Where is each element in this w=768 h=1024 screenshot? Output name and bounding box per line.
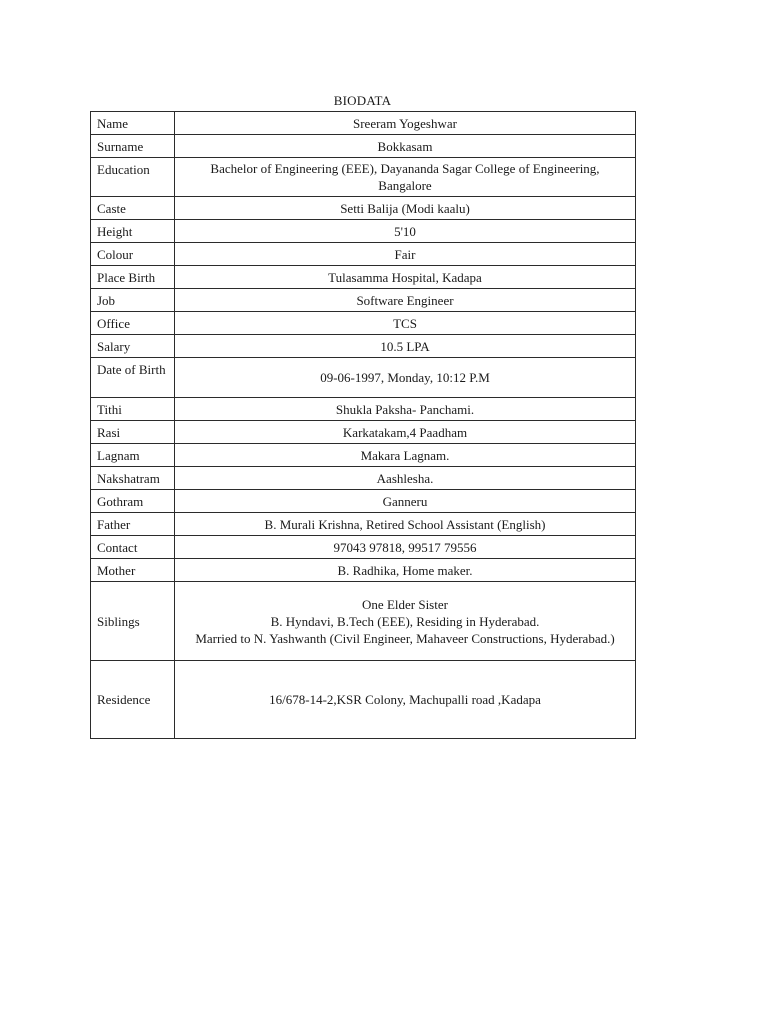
row-salary — [91, 335, 636, 358]
row-siblings — [91, 582, 636, 661]
value-place-birth: Tulasamma Hospital, Kadapa — [175, 266, 636, 289]
biodata-table — [90, 111, 636, 739]
value-colour: Fair — [175, 243, 636, 266]
row-place-birth — [91, 266, 636, 289]
value-job: Software Engineer — [175, 289, 636, 312]
row-job — [91, 289, 636, 312]
label-salary: Salary — [91, 335, 175, 358]
value-height: 5'10 — [175, 220, 636, 243]
document-title: BIODATA — [333, 93, 392, 108]
value-salary: 10.5 LPA — [175, 335, 636, 358]
value-nakshatram: Aashlesha. — [175, 467, 636, 490]
row-date-of-birth — [91, 358, 636, 398]
row-contact — [91, 536, 636, 559]
label-rasi: Rasi — [91, 421, 175, 444]
label-date-of-birth: Date of Birth — [91, 358, 175, 398]
row-colour — [91, 243, 636, 266]
value-surname: Bokkasam — [175, 135, 636, 158]
row-surname — [91, 135, 636, 158]
value-gothram: Ganneru — [175, 490, 636, 513]
row-height — [91, 220, 636, 243]
value-date-of-birth: 09-06-1997, Monday, 10:12 P.M — [175, 358, 636, 398]
label-siblings: Siblings — [91, 582, 175, 661]
label-name: Name — [91, 112, 175, 135]
value-residence: 16/678-14-2,KSR Colony, Machupalli road ,Kadapa — [175, 661, 636, 739]
value-mother: B. Radhika, Home maker. — [175, 559, 636, 582]
label-tithi: Tithi — [91, 398, 175, 421]
label-place-birth: Place Birth — [91, 266, 175, 289]
value-office: TCS — [175, 312, 636, 335]
label-surname: Surname — [91, 135, 175, 158]
label-nakshatram: Nakshatram — [91, 467, 175, 490]
value-rasi: Karkatakam,4 Paadham — [175, 421, 636, 444]
row-office — [91, 312, 636, 335]
value-name: Sreeram Yogeshwar — [175, 112, 636, 135]
value-lagnam: Makara Lagnam. — [175, 444, 636, 467]
label-father: Father — [91, 513, 175, 536]
row-lagnam — [91, 444, 636, 467]
row-tithi — [91, 398, 636, 421]
education-line-2: Bangalore — [378, 178, 432, 193]
education-line-1: Bachelor of Engineering (EEE), Dayananda Sagar College of Engineering, — [210, 161, 600, 176]
label-contact: Contact — [91, 536, 175, 559]
label-job: Job — [91, 289, 175, 312]
value-siblings — [175, 582, 636, 661]
label-education: Education — [91, 158, 175, 197]
label-colour: Colour — [91, 243, 175, 266]
siblings-line-1: One Elder Sister — [362, 596, 448, 612]
value-education — [175, 158, 636, 197]
value-tithi: Shukla Paksha- Panchami. — [175, 398, 636, 421]
row-name — [91, 112, 636, 135]
value-caste: Setti Balija (Modi kaalu) — [175, 197, 636, 220]
value-father: B. Murali Krishna, Retired School Assistant (English) — [175, 513, 636, 536]
label-lagnam: Lagnam — [91, 444, 175, 467]
label-height: Height — [91, 220, 175, 243]
siblings-line-3: Married to N. Yashwanth (Civil Engineer, Mahaveer Constructions, Hyderabad.) — [195, 630, 615, 646]
row-education — [91, 158, 636, 197]
row-mother — [91, 559, 636, 582]
label-gothram: Gothram — [91, 490, 175, 513]
label-residence: Residence — [91, 661, 175, 739]
label-mother: Mother — [91, 559, 175, 582]
row-rasi — [91, 421, 636, 444]
row-residence — [91, 661, 636, 739]
siblings-line-2: B. Hyndavi, B.Tech (EEE), Residing in Hyderabad. — [270, 613, 540, 629]
row-caste — [91, 197, 636, 220]
row-gothram — [91, 490, 636, 513]
value-contact: 97043 97818, 99517 79556 — [175, 536, 636, 559]
label-caste: Caste — [91, 197, 175, 220]
row-nakshatram — [91, 467, 636, 490]
row-father — [91, 513, 636, 536]
label-office: Office — [91, 312, 175, 335]
